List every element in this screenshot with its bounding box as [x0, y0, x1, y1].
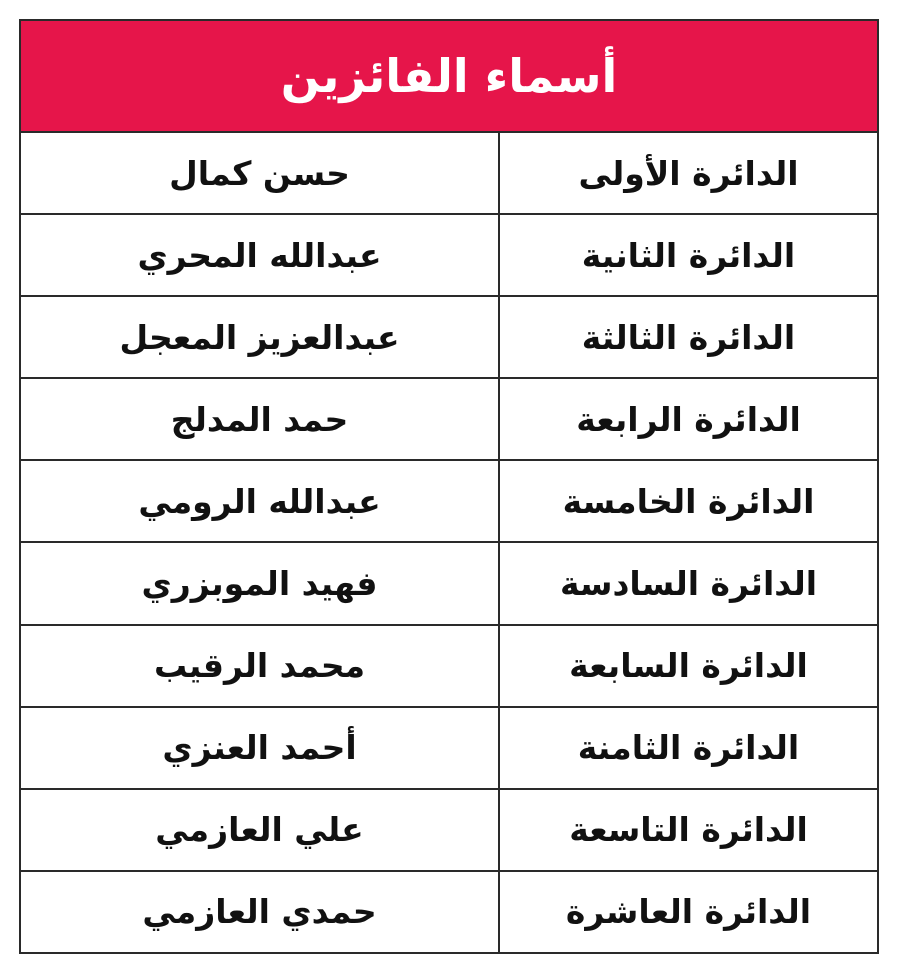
district-cell: الدائرة السادسة [498, 543, 877, 623]
table-row [21, 543, 877, 625]
table-row [21, 215, 877, 297]
table-row [21, 461, 877, 543]
district-cell: الدائرة التاسعة [498, 790, 877, 870]
district-cell: الدائرة الثالثة [498, 297, 877, 377]
winner-cell: عبدالله المحري [137, 235, 382, 275]
winner-cell: عبدالله الرومي [138, 481, 381, 521]
table-row [21, 872, 877, 952]
table-body [21, 133, 877, 952]
district-cell: الدائرة الخامسة [498, 461, 877, 541]
table-row [21, 297, 877, 379]
winner-cell: علي العازمي [155, 810, 364, 850]
table-row [21, 133, 877, 215]
table-row [21, 626, 877, 708]
table-title: أسماء الفائزين [280, 49, 618, 103]
winner-cell: عبدالعزيز المعجل [119, 317, 400, 357]
winners-table [19, 19, 879, 954]
district-cell: الدائرة الثانية [498, 215, 877, 295]
winner-cell: أحمد العنزي [162, 728, 357, 768]
district-cell: الدائرة السابعة [498, 626, 877, 706]
district-cell: الدائرة الأولى [498, 133, 877, 213]
winner-cell: محمد الرقيب [153, 646, 366, 686]
table-row [21, 379, 877, 461]
winner-cell: حسن كمال [169, 153, 350, 193]
winner-cell: حمدي العازمي [142, 892, 377, 932]
table-row [21, 708, 877, 790]
district-cell: الدائرة الثامنة [498, 708, 877, 788]
table-header [21, 21, 877, 133]
district-cell: الدائرة العاشرة [498, 872, 877, 952]
table-row [21, 790, 877, 872]
district-cell: الدائرة الرابعة [498, 379, 877, 459]
winner-cell: حمد المدلج [170, 399, 349, 439]
winner-cell: فهيد الموبزري [141, 564, 378, 604]
